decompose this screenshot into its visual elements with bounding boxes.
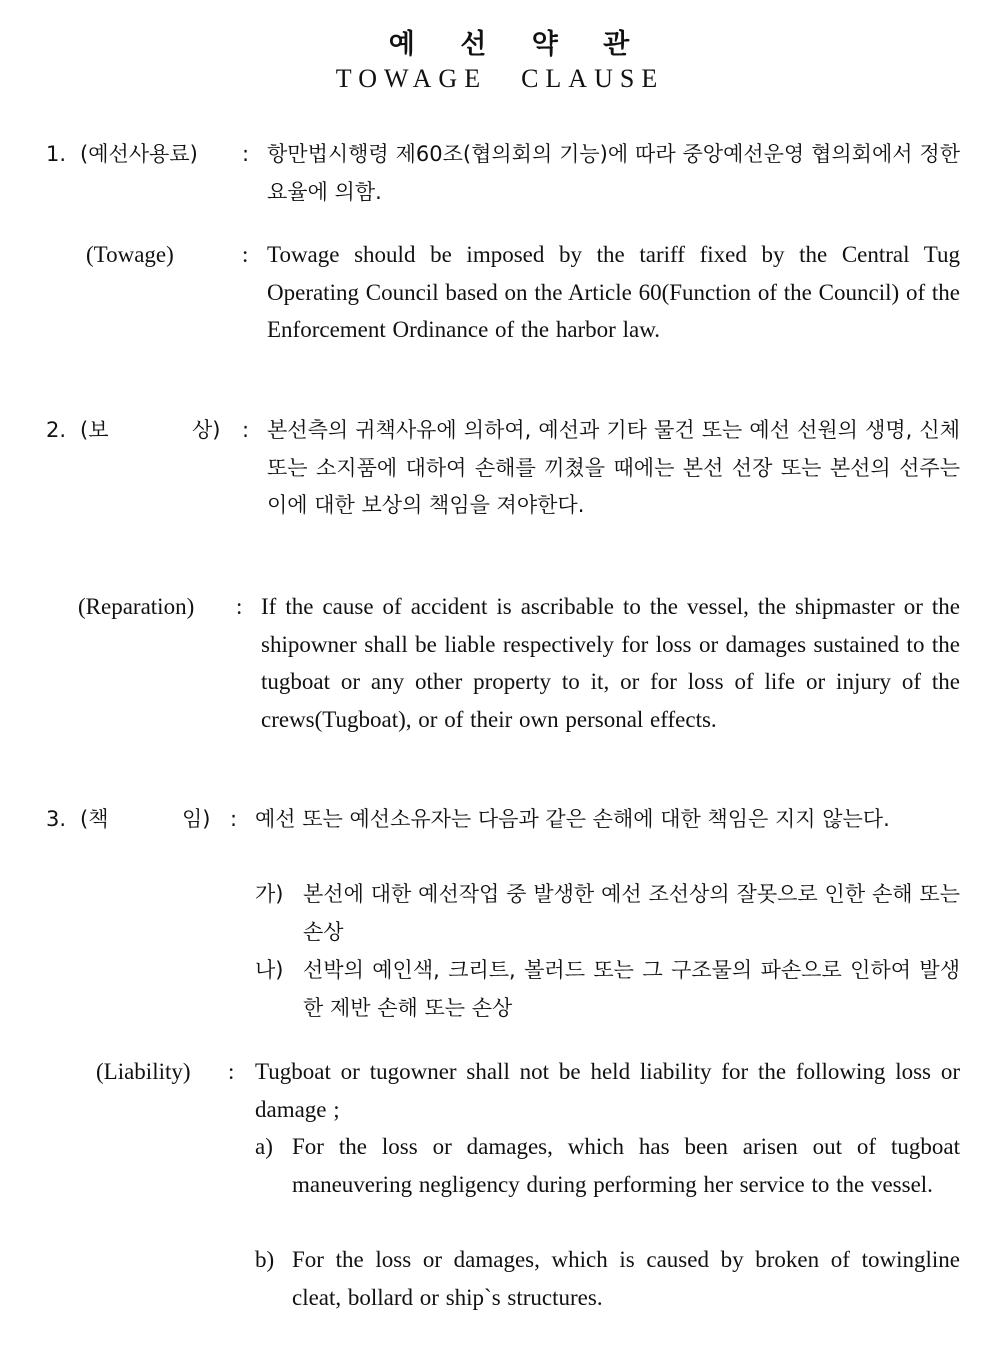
- clause-1-number: 1.: [46, 142, 67, 166]
- clause-3-korean-label-open: (책: [80, 807, 109, 831]
- clause-1-english-text: Towage should be imposed by the tariff fixed by the Central Tug Operating Council based on the Article 60(Function of the Council) of the Enforcement Ordinance of the harbor law.: [267, 242, 960, 342]
- clause-3-korean-item-a-mark: 가): [255, 882, 284, 906]
- clause-2-korean-label-open: (보: [80, 418, 109, 442]
- clause-3-english-item-a-text: For the loss or damages, which has been arisen out of tugboat maneuvering negligency during performing her service to the vessel.: [292, 1134, 960, 1197]
- clause-2-korean-colon: :: [242, 418, 250, 442]
- title-english: [0, 64, 1000, 94]
- clause-1-english-colon: :: [242, 242, 249, 267]
- clause-1-english-label: (Towage): [86, 242, 174, 267]
- clause-3-english-item-b: [255, 1241, 960, 1317]
- clause-2-korean-label-close: 상): [192, 418, 221, 442]
- title-english-part1: TOWAGE: [335, 64, 488, 93]
- clause-2-english-label: (Reparation): [78, 594, 195, 619]
- clause-3-english-item-b-text: For the loss or damages, which is caused by broken of towingline cleat, bollard or ship`s structures.: [292, 1247, 960, 1310]
- clause-1-korean-colon: :: [242, 142, 250, 166]
- clause-3-english-colon: :: [228, 1059, 235, 1084]
- clause-3-number: 3.: [46, 807, 67, 831]
- clause-3-english-text: Tugboat or tugowner shall not be held liability for the following loss or damage ;: [255, 1059, 960, 1122]
- title-english-part2: CLAUSE: [521, 64, 665, 93]
- clause-3-korean-item-a-text: 본선에 대한 예선작업 중 발생한 예선 조선상의 잘못으로 인한 손해 또는 손상: [303, 882, 960, 944]
- clause-3-korean-item-a: [255, 876, 960, 952]
- clause-3-korean-text: 예선 또는 예선소유자는 다음과 같은 손해에 대한 책임은 지지 않는다.: [255, 807, 890, 831]
- clause-3-korean-item-b-mark: 나): [255, 958, 284, 982]
- clause-3-english-item-a-mark: a): [255, 1134, 273, 1159]
- clause-1-korean-label: (예선사용료): [80, 142, 198, 166]
- clause-3-korean-item-b-text: 선박의 예인색, 크리트, 볼러드 또는 그 구조물의 파손으로 인하여 발생한 제반 손해 또는 손상: [303, 958, 960, 1020]
- title-korean: 예 선 약 관: [388, 29, 648, 60]
- clause-3-english-item-b-mark: b): [255, 1247, 275, 1272]
- clause-3-english-item-a: [255, 1128, 960, 1241]
- clause-2-english-colon: :: [236, 594, 243, 619]
- clause-3-korean-label-close: 임): [182, 807, 211, 831]
- clause-2-korean-text: 본선측의 귀책사유에 의하여, 예선과 기타 물건 또는 예선 선원의 생명, 신체 또는 소지품에 대하여 손해를 끼쳤을 때에는 본선 선장 또는 본선의 선주는 이에 대한 보상의 책임을 져야한다.: [267, 418, 960, 517]
- clause-3-korean-colon: :: [230, 807, 238, 831]
- clause-3-korean-item-b: [255, 952, 960, 1028]
- clause-3-english-label: (Liability): [96, 1059, 191, 1084]
- clause-2-english-text: If the cause of accident is ascribable to the vessel, the shipmaster or the shipowner shall be liable respectively for loss or damages sustained to the tugboat or any other property to it, or for loss of life or injury of the crews(Tugboat), or of their own personal effects.: [261, 594, 960, 732]
- clause-2-number: 2.: [46, 418, 67, 442]
- clause-1-korean-text: 항만법시행령 제60조(협의회의 기능)에 따라 중앙예선운영 협의회에서 정한 요율에 의함.: [267, 142, 960, 204]
